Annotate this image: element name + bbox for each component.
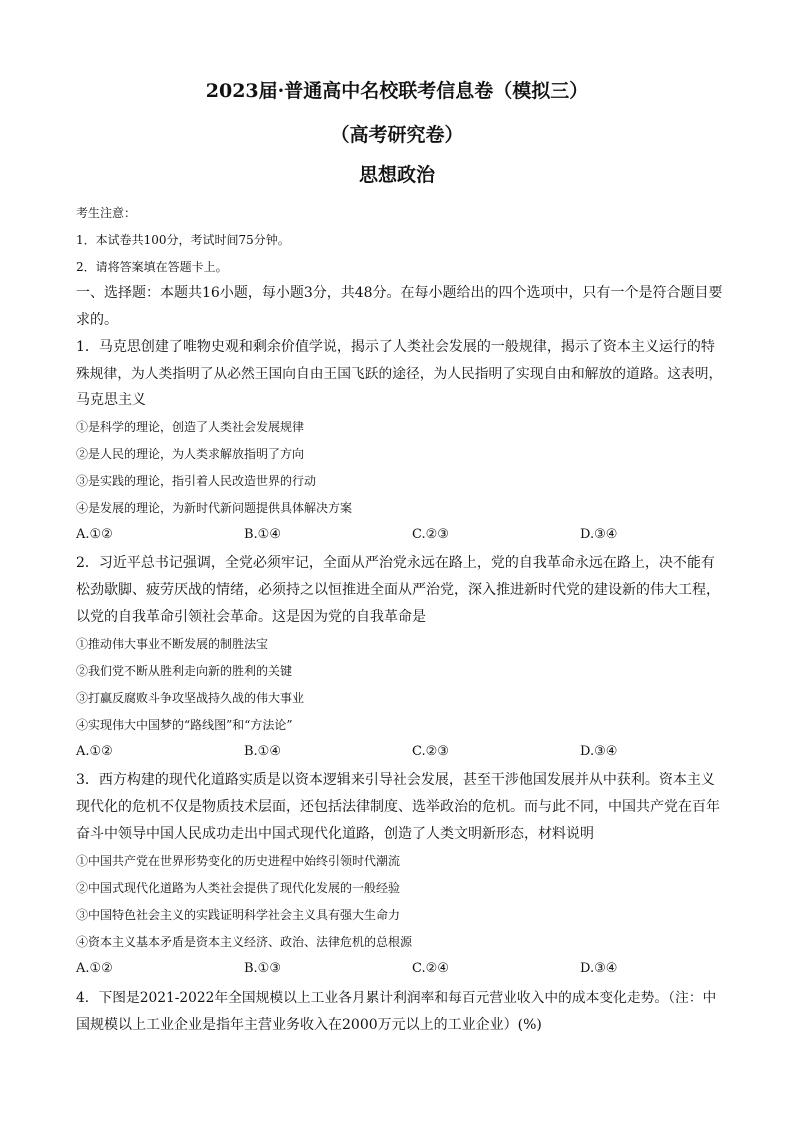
exam-subject: 思想政治 [358,164,435,186]
option-c: C.②④ [412,961,449,976]
question-1-statement: ③是实践的理论，指引着人民改造世界的行动 [76,474,317,488]
question-3-options [76,960,726,978]
question-3-stem: 奋斗中领导中国人民成功走出中国式现代化道路，创造了人类文明新形态，材料说明 [76,826,594,842]
question-2-statement: ④实现伟大中国梦的“路线图”和“方法论” [76,718,293,732]
question-4-stem: 4．下图是2021-2022年全国规模以上工业各月累计利润率和每百元营业收入中的成本变化走势。（注：中 [76,990,717,1006]
question-2-stem: 松劲歇脚、疲劳厌战的情绪，必须持之以恒推进全面从严治党，深入推进新时代党的建设新的伟大工程， [76,582,720,598]
question-3-statement: ①中国共产党在世界形势变化的历史进程中始终引领时代潮流 [76,854,401,868]
option-b: B.①④ [244,527,281,542]
option-a: A.①② [76,527,113,542]
question-1-stem: 殊规律，为人类指明了从必然王国向自由王国飞跃的途径，为人民指明了实现自由和解放的道路。这表明， [76,366,723,382]
option-d: D.③④ [580,961,618,976]
option-b: B.①③ [244,961,281,976]
question-2-statement: ①推动伟大事业不断发展的制胜法宝 [76,637,269,651]
notice-item: 1．本试卷共100分，考试时间75分钟。 [76,233,290,247]
question-2-options [76,743,726,761]
question-1-statement: ②是人民的理论，为人类求解放指明了方向 [76,447,305,461]
question-3-statement: ②中国式现代化道路为人类社会提供了现代化发展的一般经验 [76,881,401,895]
exam-title: 2023届·普通高中名校联考信息卷（模拟三） [205,80,589,102]
question-3-statement: ④资本主义基本矛盾是资本主义经济、政治、法律危机的总根源 [76,935,413,949]
question-1-options [76,526,726,544]
option-c: C.②③ [412,744,449,759]
question-3-stem: 3．西方构建的现代化道路实质是以资本逻辑来引导社会发展，甚至干涉他国发展并从中获利。资本主义 [76,772,715,788]
question-1-stem: 马克思主义 [76,392,146,408]
option-a: A.①② [76,961,113,976]
option-d: D.③④ [580,744,618,759]
question-2-statement: ②我们党不断从胜利走向新的胜利的关键 [76,664,293,678]
section-heading-line: 一、选择题：本题共16小题，每小题3分，共48分。在每小题给出的四个选项中，只有一个是符合题目要 [76,285,723,301]
question-2-statement: ③打赢反腐败斗争攻坚战持久战的伟大事业 [76,691,305,705]
question-2-stem: 2．习近平总书记强调，全党必须牢记，全面从严治党永远在路上，党的自我革命永远在路上，决不能有 [76,555,715,571]
section-heading-line: 求的。 [76,312,118,328]
notice-item: 2．请将答案填在答题卡上。 [76,260,228,274]
exam-subtitle: （高考研究卷） [330,124,464,146]
option-c: C.②③ [412,527,449,542]
option-b: B.①④ [244,744,281,759]
question-3-stem: 现代化的危机不仅是物质技术层面，还包括法律制度、选举政治的危机。而与此不同，中国共产党在百年 [76,799,720,815]
notice-heading: 考生注意： [76,206,137,220]
question-1-stem: 1．马克思创建了唯物史观和剩余价值学说，揭示了人类社会发展的一般规律，揭示了资本主义运行的特 [76,339,715,355]
question-2-stem: 以党的自我革命引领社会革命。这是因为党的自我革命是 [76,609,426,625]
question-1-statement: ①是科学的理论，创造了人类社会发展规律 [76,420,305,434]
option-a: A.①② [76,744,113,759]
option-d: D.③④ [580,527,618,542]
question-4-stem: 国规模以上工业企业是指年主营业务收入在2000万元以上的工业企业）(%) [76,1017,542,1033]
question-3-statement: ③中国特色社会主义的实践证明科学社会主义具有强大生命力 [76,908,401,922]
question-1-statement: ④是发展的理论，为新时代新问题提供具体解决方案 [76,501,353,515]
